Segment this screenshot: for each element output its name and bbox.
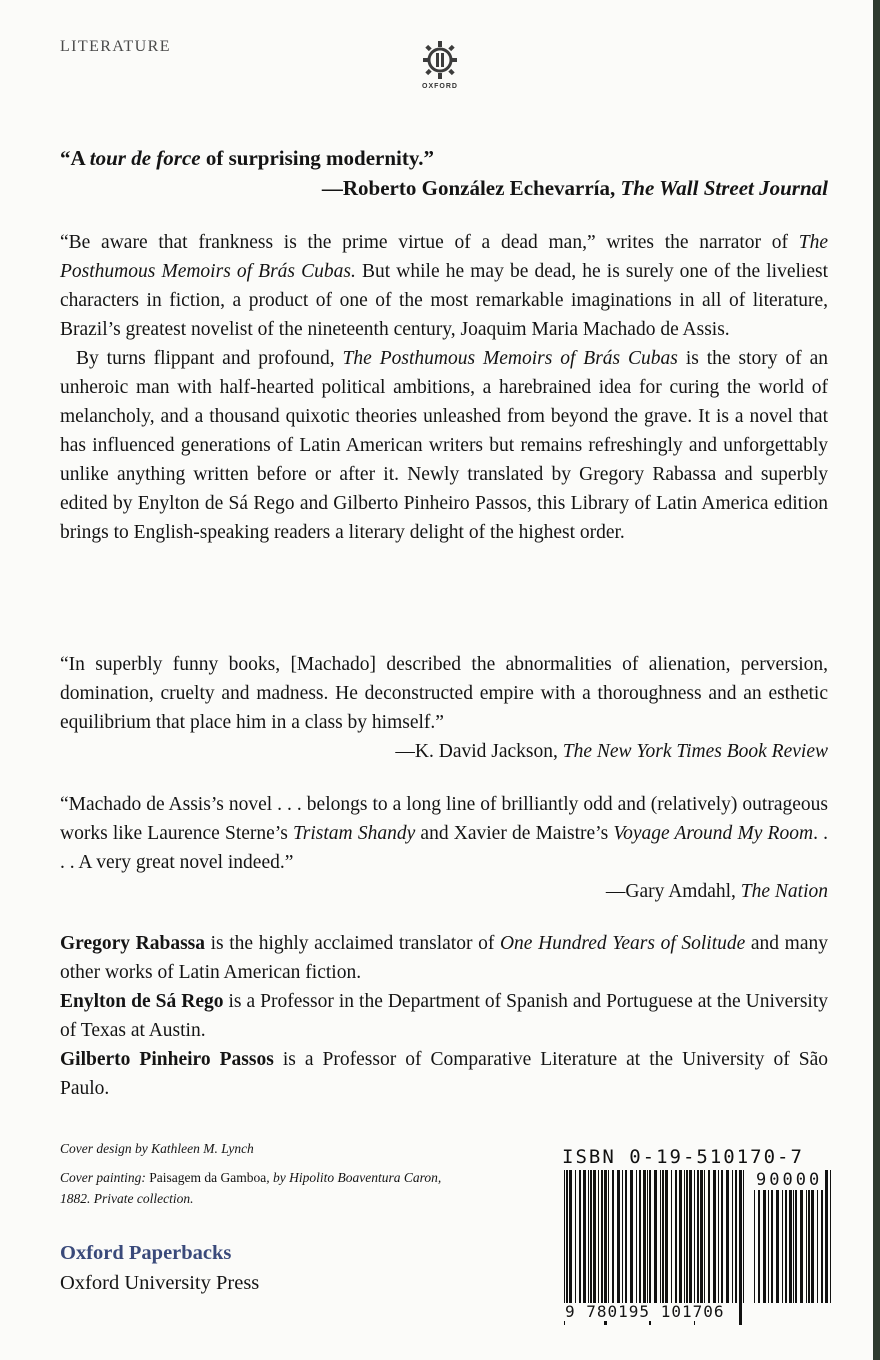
barcode-bar xyxy=(704,1170,705,1303)
barcode-bar xyxy=(679,1170,682,1303)
lead-quote-text: “A tour de force of surprising modernity.” xyxy=(60,146,434,170)
logo-wordmark: OXFORD xyxy=(422,83,458,90)
barcode-bar xyxy=(601,1170,603,1303)
barcode-bar xyxy=(708,1170,710,1303)
review-quote-attribution: —Gary Amdahl, The Nation xyxy=(605,881,828,902)
barcode-bar xyxy=(636,1170,637,1303)
barcode-bar xyxy=(639,1170,641,1303)
barcode-bar xyxy=(612,1170,614,1303)
lead-quote xyxy=(60,143,828,203)
oxford-logo xyxy=(414,38,466,90)
barcode-bar xyxy=(583,1170,586,1303)
barcode-bar xyxy=(721,1170,723,1303)
description-paragraph-2: By turns flippant and profound, The Posthumous Memoirs of Brás Cubas is the story of an unheroic man with half-hearted political ambitions, a harebrained idea for curing the world of melancholy, and a thousand quixotic theories unleashed from beyond the grave. It is a novel that has influenced generations of Latin American writers but remains refreshingly and unforgettably unlike anything written before or after it. Newly translated by Gregory Rabassa and superbly edited by Enylton de Sá Rego and Gilberto Pinheiro Passos, this Library of Latin America edition brings to English-speaking readers a literary delight of the highest order. xyxy=(60,348,828,543)
barcode-bar xyxy=(686,1170,688,1303)
barcode-bar xyxy=(643,1170,646,1303)
barcode-bar xyxy=(598,1170,599,1303)
series-name: Oxford Paperbacks xyxy=(60,1242,232,1264)
barcode-bar xyxy=(675,1170,677,1303)
barcode-bar xyxy=(718,1170,719,1303)
barcode-bar xyxy=(830,1170,831,1303)
addon-code: 90000 xyxy=(756,1170,823,1190)
barcode-bar xyxy=(684,1170,685,1303)
barcode-bar xyxy=(825,1170,828,1303)
bio-editor-2: Gilberto Pinheiro Passos is a Professor of Comparative Literature at the University of São Paulo. xyxy=(60,1049,828,1099)
barcode-bar xyxy=(588,1170,589,1303)
barcode-bar xyxy=(654,1170,657,1303)
publisher-imprint xyxy=(60,1238,259,1298)
review-quote-text: “Machado de Assis’s novel . . . belongs to a long line of brilliantly odd and (relatively) outrageous works like Laurence Sterne’s Tristam Shandy and Xavier de Maistre’s Voyage Around My Room. . . . A very great novel indeed.” xyxy=(60,794,828,873)
review-quote-attribution: —K. David Jackson, The New York Times Book Review xyxy=(395,741,828,762)
cover-credits xyxy=(60,1138,460,1209)
barcode-bar xyxy=(625,1170,627,1303)
lead-quote-attribution: —Roberto González Echevarría, The Wall Street Journal xyxy=(321,176,828,200)
barcode-bar xyxy=(579,1170,581,1303)
barcode-bar xyxy=(739,1170,742,1325)
contributor-bios xyxy=(60,929,828,1103)
publisher-name: Oxford University Press xyxy=(60,1272,260,1294)
barcode xyxy=(562,1170,834,1325)
barcode-bar xyxy=(662,1170,664,1303)
barcode-bar xyxy=(700,1170,703,1303)
isbn-barcode-block xyxy=(562,1146,834,1325)
barcode-bar xyxy=(665,1170,668,1303)
barcode-bar xyxy=(647,1170,648,1303)
barcode-bar xyxy=(671,1170,672,1303)
addon-barcode-icon xyxy=(752,1170,834,1325)
barcode-bar xyxy=(575,1170,576,1303)
review-quote-nation xyxy=(60,790,828,906)
barcode-bar xyxy=(713,1170,716,1303)
barcode-bar xyxy=(590,1170,592,1303)
barcode-bar xyxy=(622,1170,623,1303)
barcode-bar xyxy=(630,1170,633,1303)
bio-translator: Gregory Rabassa is the highly acclaimed translator of One Hundred Years of Solitude and many other works of Latin American fiction. xyxy=(60,933,829,983)
book-description xyxy=(60,228,828,547)
review-quote-nyt xyxy=(60,650,828,766)
barcode-bar xyxy=(660,1170,661,1303)
review-quote-text: “In superbly funny books, [Machado] described the abnormalities of alienation, perversion, domination, cruelty and madness. He deconstructed empire with a thoroughness and an esthetic equilibrium that place him in a class by himself.” xyxy=(60,654,828,733)
barcode-bar xyxy=(732,1170,733,1303)
category-label: LITERATURE xyxy=(60,38,171,55)
oxford-emblem-icon xyxy=(420,38,460,82)
barcode-bar xyxy=(697,1170,699,1303)
barcode-bar xyxy=(726,1170,729,1303)
barcode-bar xyxy=(593,1170,596,1303)
barcode-bar xyxy=(743,1170,744,1303)
barcode-bar xyxy=(566,1170,568,1303)
barcode-bar xyxy=(689,1170,692,1303)
cover-design-credit: Cover design by Kathleen M. Lynch xyxy=(60,1141,254,1156)
ean-code: 9 780195 101706 xyxy=(565,1302,725,1321)
spine-edge xyxy=(873,0,880,1360)
barcode-bar xyxy=(735,1170,737,1303)
barcode-bar xyxy=(608,1170,609,1303)
barcode-bar xyxy=(617,1170,620,1303)
isbn-label: ISBN 0-19-510170-7 xyxy=(562,1146,804,1168)
barcode-bar xyxy=(569,1170,572,1303)
bio-editor-1: Enylton de Sá Rego is a Professor in the Department of Spanish and Portuguese at the University of Texas at Austin. xyxy=(60,991,828,1041)
cover-painting-credit: Cover painting: Paisagem da Gamboa, by Hipolito Boaventura Caron, 1882. Private collection. xyxy=(60,1170,442,1206)
description-paragraph-1: “Be aware that frankness is the prime virtue of a dead man,” writes the narrator of The Posthumous Memoirs of Brás Cubas. But while he may be dead, he is surely one of the liveliest characters in fiction, a product of one of the most remarkable imaginations in all of literature, Brazil’s greatest novelist of the nineteenth century, Joaquim Maria Machado de Assis. xyxy=(60,232,828,340)
